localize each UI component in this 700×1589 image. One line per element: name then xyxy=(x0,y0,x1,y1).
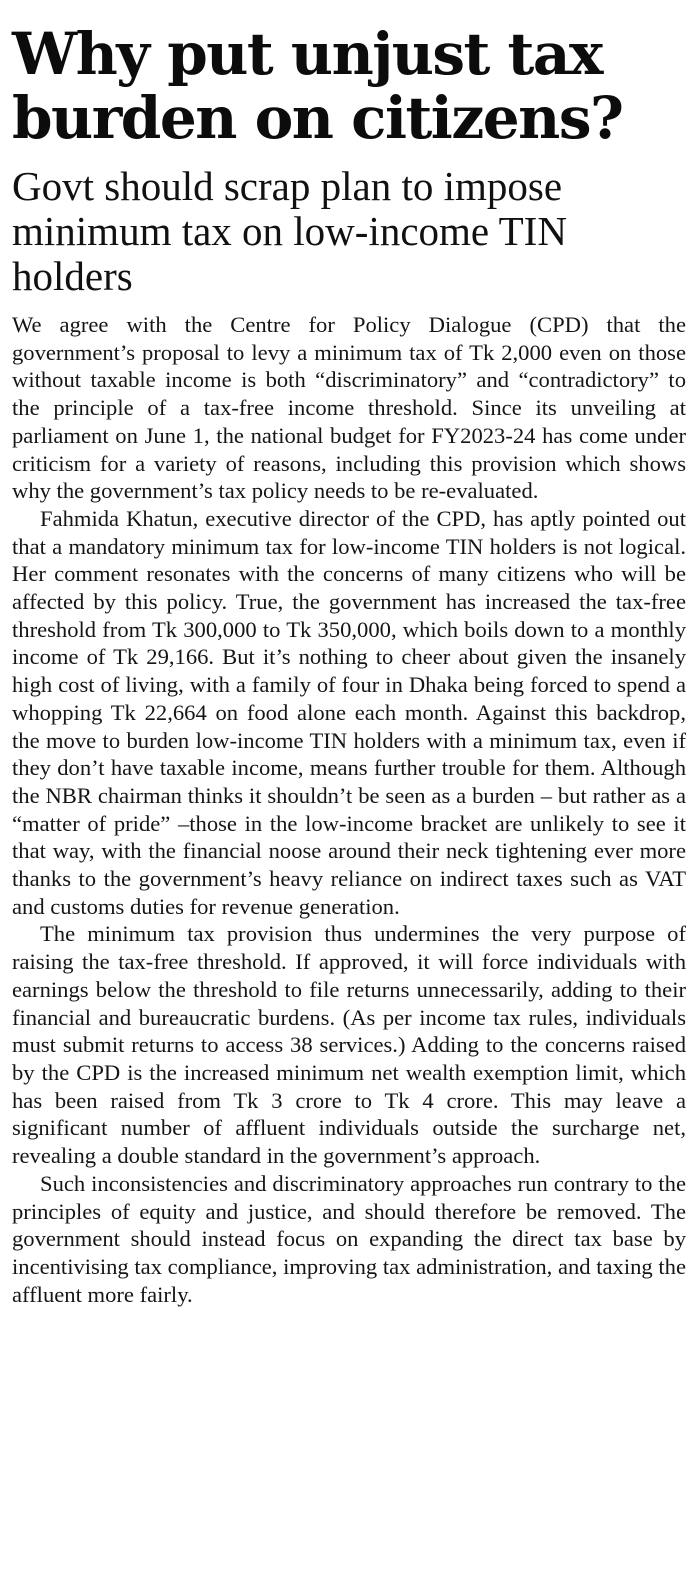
article-body xyxy=(12,311,686,1308)
body-paragraph-2: Fahmida Khatun, executive director of the CPD, has aptly pointed out that a mandatory minimum tax for low-income TIN holders is not logical. Her comment resonates with the concerns of many citizens who will be affected by this policy. True, the government has increased the tax-free threshold from Tk 300,000 to Tk 350,000, which boils down to a monthly income of Tk 29,166. But it’s nothing to cheer about given the insanely high cost of living, with a family of four in Dhaka being forced to spend a whopping Tk 22,664 on food alone each month. Against this backdrop, the move to burden low-income TIN holders with a minimum tax, even if they don’t have taxable income, means further trouble for them. Although the NBR chairman thinks it shouldn’t be seen as a burden – but rather as a “matter of pride” –those in the low-income bracket are unlikely to see it that way, with the financial noose around their neck tightening ever more thanks to the government’s heavy reliance on indirect taxes such as VAT and customs duties for revenue generation. xyxy=(12,505,686,919)
body-paragraph-3: The minimum tax provision thus undermines the very purpose of raising the tax-free threshold. If approved, it will force individuals with earnings below the threshold to file returns unnecessarily, adding to their financial and bureaucratic burdens. (As per income tax rules, individuals must submit returns to access 38 services.) Adding to the concerns raised by the CPD is the increased minimum net wealth exemption limit, which has been raised from Tk 3 crore to Tk 4 crore. This may leave a significant number of affluent individuals outside the surcharge net, revealing a double standard in the government’s approach. xyxy=(12,921,686,1169)
body-paragraph-4: Such inconsistencies and discriminatory approaches run contrary to the principles of equity and justice, and should therefore be removed. The government should instead focus on expanding the direct tax base by incentivising tax compliance, improving tax administration, and taxing the affluent more fairly. xyxy=(12,1170,686,1307)
headline: Why put unjust tax burden on citizens? xyxy=(12,20,623,152)
subheadline: Govt should scrap plan to impose minimum tax on low-income TIN holders xyxy=(12,163,567,299)
body-paragraph-1: We agree with the Centre for Policy Dialogue (CPD) that the government’s proposal to levy a minimum tax of Tk 2,000 even on those without taxable income is both “discriminatory” and “contradictory” to the principle of a tax-free income threshold. Since its unveiling at parliament on June 1, the national budget for FY2023-24 has come under criticism for a variety of reasons, including this provision which shows why the government’s tax policy needs to be re-evaluated. xyxy=(12,312,686,504)
